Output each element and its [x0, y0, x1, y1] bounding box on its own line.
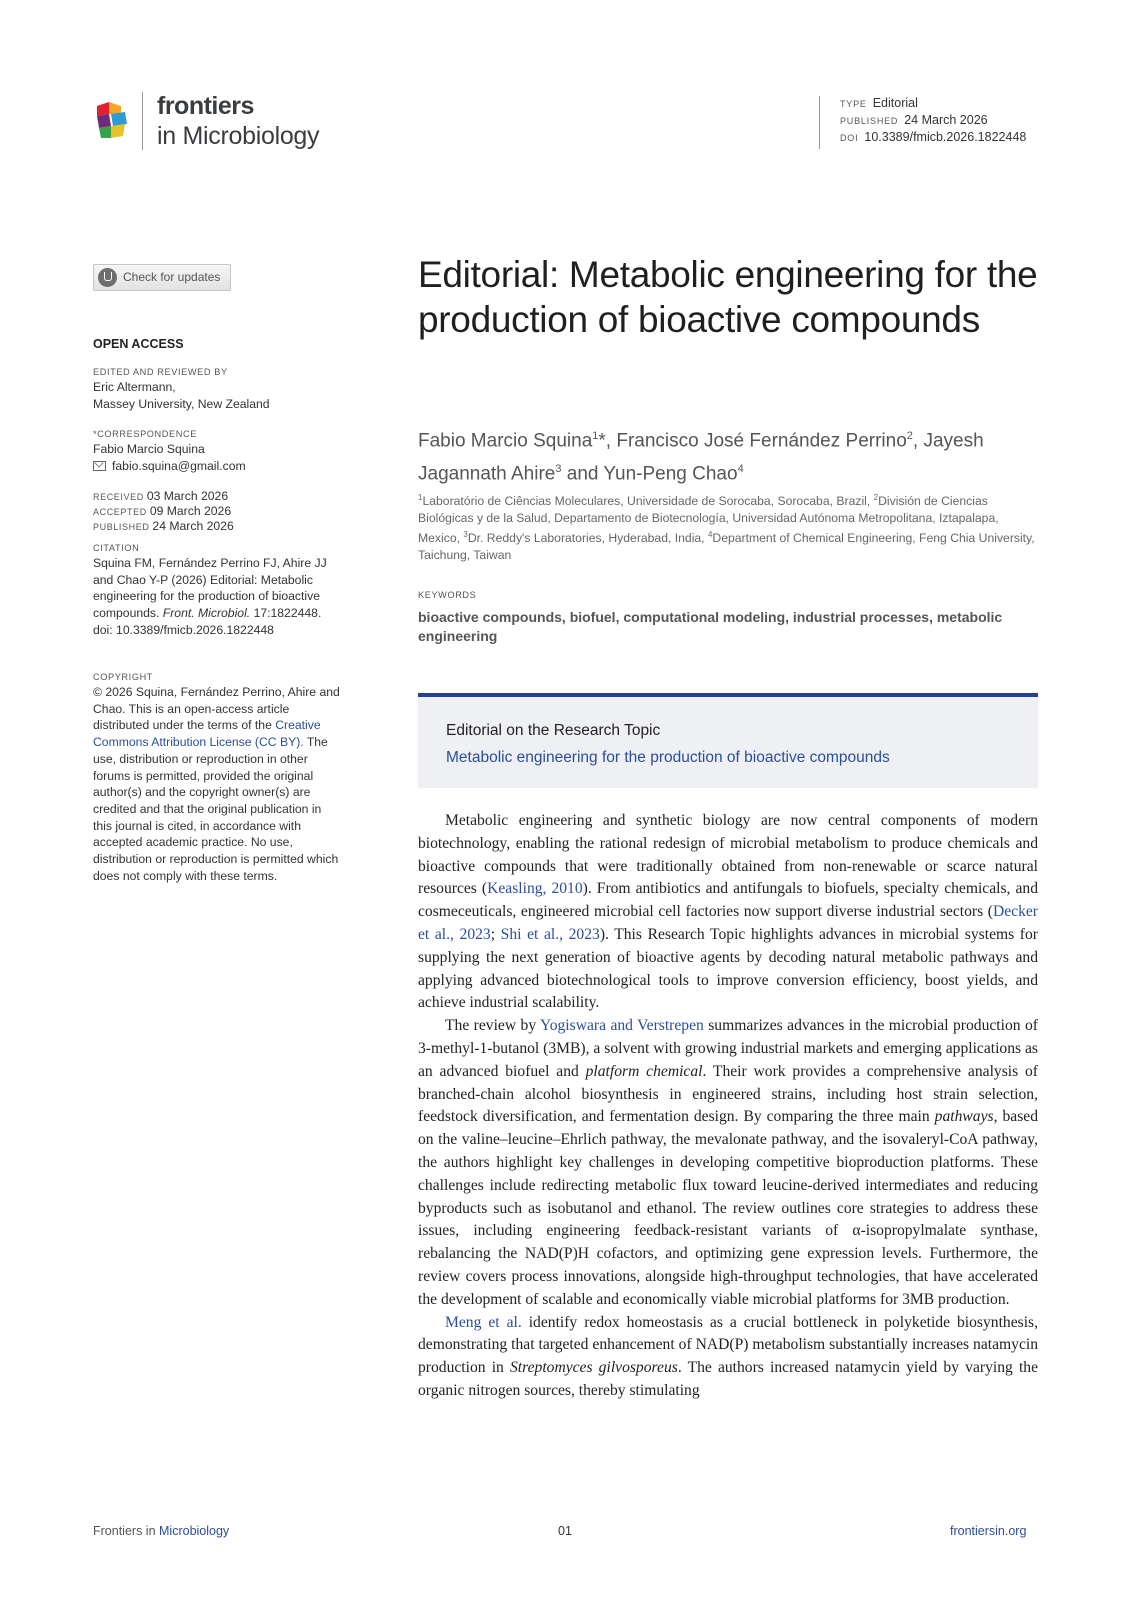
footer-site-link[interactable]: frontiersin.org: [950, 1524, 1027, 1538]
affiliation-marker: 1: [418, 493, 423, 502]
body-paragraph: [418, 1015, 1038, 1311]
body-text: Metabolic engineering and synthetic biology are now central components of modern biotechnology, enabling the rational redesign of microbial metabolism to produce chemicals and bioactive compounds that were traditionally obtained from non-renewable or scarce natural resources (: [418, 812, 1038, 898]
author-name[interactable]: Yun-Peng Chao: [603, 463, 738, 485]
frontiers-logo-icon: [95, 100, 131, 140]
italic-term: pathways: [934, 1108, 994, 1126]
page-number: 01: [558, 1524, 572, 1538]
author-separator: ,: [912, 430, 924, 452]
citation-link[interactable]: Decker et al., 2023: [418, 903, 1038, 943]
research-topic-intro: Editorial on the Research Topic: [446, 722, 661, 739]
body-text: ). From antibiotics and antifungals to biofuels, specialty chemicals, and cosmeceuticals, engineered microbial cell factories now support diverse industrial sectors (: [418, 880, 1038, 921]
citation-link[interactable]: Yogiswara and Verstrepen: [540, 1017, 704, 1035]
affiliation-marker: 2: [873, 493, 879, 502]
logo-divider: [142, 92, 143, 150]
author-separator: and: [561, 463, 604, 485]
open-access-label: OPEN ACCESS: [93, 337, 184, 351]
logo-wordmark: frontiers: [157, 92, 254, 120]
bookmark-icon: [98, 268, 117, 287]
received-date: RECEIVED 03 March 2026: [93, 489, 229, 503]
correspondence-email[interactable]: fabio.squina@gmail.com: [112, 458, 246, 473]
journal-logo[interactable]: [95, 92, 340, 152]
affiliation-marker: 3: [463, 529, 468, 539]
correspondence-section: [93, 428, 343, 474]
meta-divider: [819, 96, 820, 149]
keywords-label: KEYWORDS: [418, 590, 477, 600]
body-paragraph: [418, 810, 1038, 1015]
editor-label: EDITED AND REVIEWED BY: [93, 367, 228, 377]
corresponding-author-marker: *: [598, 430, 606, 452]
correspondence-label: *CORRESPONDENCE: [93, 429, 197, 439]
check-for-updates-label: Check for updates: [123, 270, 221, 284]
author-name[interactable]: Francisco José Fernández Perrino: [616, 430, 907, 452]
meta-doi[interactable]: DOI 10.3389/fmicb.2026.1822448: [840, 130, 1027, 144]
body-text: ;: [490, 925, 501, 943]
article-title: Editorial: Metabolic engineering for the production of bioactive compounds: [418, 254, 1038, 340]
copyright-text: © 2026 Squina, Fernández Perrino, Ahire and Chao. This is an open-access article distributed under the terms of the Creative Commons Attribution License (CC BY). The use, distribution or reproduction in other forums is permitted, provided the original author(s) and the copyright owner(s) are credited and that the original publication in this journal is cited, in accordance with accepted academic practice. No use, distribution or reproduction is permitted which does not comply with these terms.: [93, 685, 340, 883]
author-name[interactable]: Fabio Marcio Squina: [418, 430, 593, 452]
affiliation-text: Laboratório de Ciências Moleculares, Universidade de Sorocaba, Sorocaba, Brazil,: [422, 494, 874, 509]
research-topic-box: [418, 693, 1038, 788]
body-text: . The authors increased natamycin yield by varying the organic nitrogen sources, thereby stimulating: [418, 1359, 1038, 1399]
citation-link[interactable]: Shi et al., 2023: [500, 925, 600, 943]
affiliations: [418, 490, 1038, 563]
author-affiliation-marker: 2: [906, 430, 913, 442]
body-text: . Their work provides a comprehensive analysis of branched-chain alcohol biosynthesis in engineered strains, including host strain selection, feedstock diversification, and fermentation design. By comparing the three main: [418, 1062, 1038, 1126]
published-date: PUBLISHED 24 March 2026: [93, 519, 234, 533]
citation-label: CITATION: [93, 543, 140, 553]
citation-text: Squina FM, Fernández Perrino FJ, Ahire JJ and Chao Y-P (2026) Editorial: Metabolic engineering for the production of bioactive compounds. Front. Microbiol. 17:1822448. doi: 10.3389/fmicb.2026.1822448: [93, 556, 327, 637]
editor-name: Eric Altermann,: [93, 380, 176, 394]
copyright-section: [93, 671, 343, 884]
body-text: The review by: [445, 1017, 541, 1035]
affiliation-text: División de Ciencias Biológicas y de la Salud, Departamento de Biotecnología, Universidad Autónoma Metropolitana, Iztapalapa, Mexico,: [418, 494, 999, 545]
author-separator: ,: [605, 430, 617, 452]
citation-section: [93, 542, 333, 639]
article-body: [418, 810, 1038, 1403]
affiliation-text: Dr. Reddy's Laboratories, Hyderabad, India,: [467, 530, 708, 545]
citation-link[interactable]: Meng et al.: [445, 1313, 522, 1331]
meta-type: TYPE Editorial: [840, 96, 918, 110]
envelope-icon: [93, 461, 106, 471]
editor-affiliation: Massey University, New Zealand: [93, 396, 270, 411]
affiliation-text: Department of Chemical Engineering, Feng Chia University, Taichung, Taiwan: [418, 530, 1035, 562]
author-name[interactable]: Jayesh Jagannath Ahire: [418, 430, 984, 485]
accepted-date: ACCEPTED 09 March 2026: [93, 504, 232, 518]
author-affiliation-marker: 1: [592, 430, 599, 442]
body-paragraph: [418, 1312, 1038, 1403]
correspondence-email-row[interactable]: [93, 458, 343, 475]
meta-published: PUBLISHED 24 March 2026: [840, 113, 988, 127]
italic-term: Streptomyces gilvosporeus: [509, 1359, 678, 1377]
affiliation-marker: 4: [707, 529, 713, 539]
editor-section: [93, 366, 343, 412]
body-text: ). This Research Topic highlights advances in microbial systems for supplying the next generation of bioactive agents by decoding natural metabolic pathways and applying advanced biotechnological tools to improve conversion efficiency, boost yields, and achieve industrial scalability.: [418, 925, 1038, 1012]
footer-journal[interactable]: Frontiers in Microbiology: [93, 1524, 230, 1538]
correspondence-name: Fabio Marcio Squina: [93, 442, 205, 456]
author-affiliation-marker: 3: [555, 463, 562, 476]
cc-by-license-link[interactable]: Creative Commons Attribution License (CC BY).: [93, 718, 321, 750]
body-text: summarizes advances in the microbial production of 3-methyl-1-butanol (3MB), a solvent with growing industrial markets and emerging applications as an advanced biofuel and: [418, 1017, 1038, 1080]
body-text: , based on the valine–leucine–Ehrlich pathway, the mevalonate pathway, and the isovaleryl-CoA pathway, the authors highlight key challenges in developing competitive bioproduction platforms. These challenges include redirecting metabolic flux toward leucine-derived intermediates and reducing byproducts such as isobutanol and ethanol. The review outlines core strategies to address these issues, including engineering feedback-resistant variants of α-isopropylmalate synthase, rebalancing the NAD(P)H cofactors, and optimizing gene expression levels. Furthermore, the review covers process innovations, alongside high-throughput technologies, that have accelerated the development of scalable and economically viable microbial platforms for 3MB production.: [418, 1108, 1038, 1308]
dates-section: [93, 489, 343, 534]
keywords: bioactive compounds, biofuel, computational modeling, industrial processes, metabolic engineering: [418, 609, 1003, 644]
check-for-updates-button[interactable]: [93, 264, 231, 291]
author-affiliation-marker: 4: [737, 463, 744, 476]
citation-link[interactable]: Keasling, 2010: [487, 880, 583, 898]
copyright-label: COPYRIGHT: [93, 672, 154, 682]
body-text: identify redox homeostasis as a crucial bottleneck in polyketide biosynthesis, demonstrating that targeted enhancement of NAD(P) metabolism substantially increases natamycin production in: [418, 1313, 1038, 1377]
logo-journal-name: in Microbiology: [157, 122, 320, 150]
author-list: [418, 422, 1038, 489]
italic-term: platform chemical: [585, 1062, 703, 1080]
research-topic-link[interactable]: Metabolic engineering for the production of bioactive compounds: [446, 749, 890, 766]
